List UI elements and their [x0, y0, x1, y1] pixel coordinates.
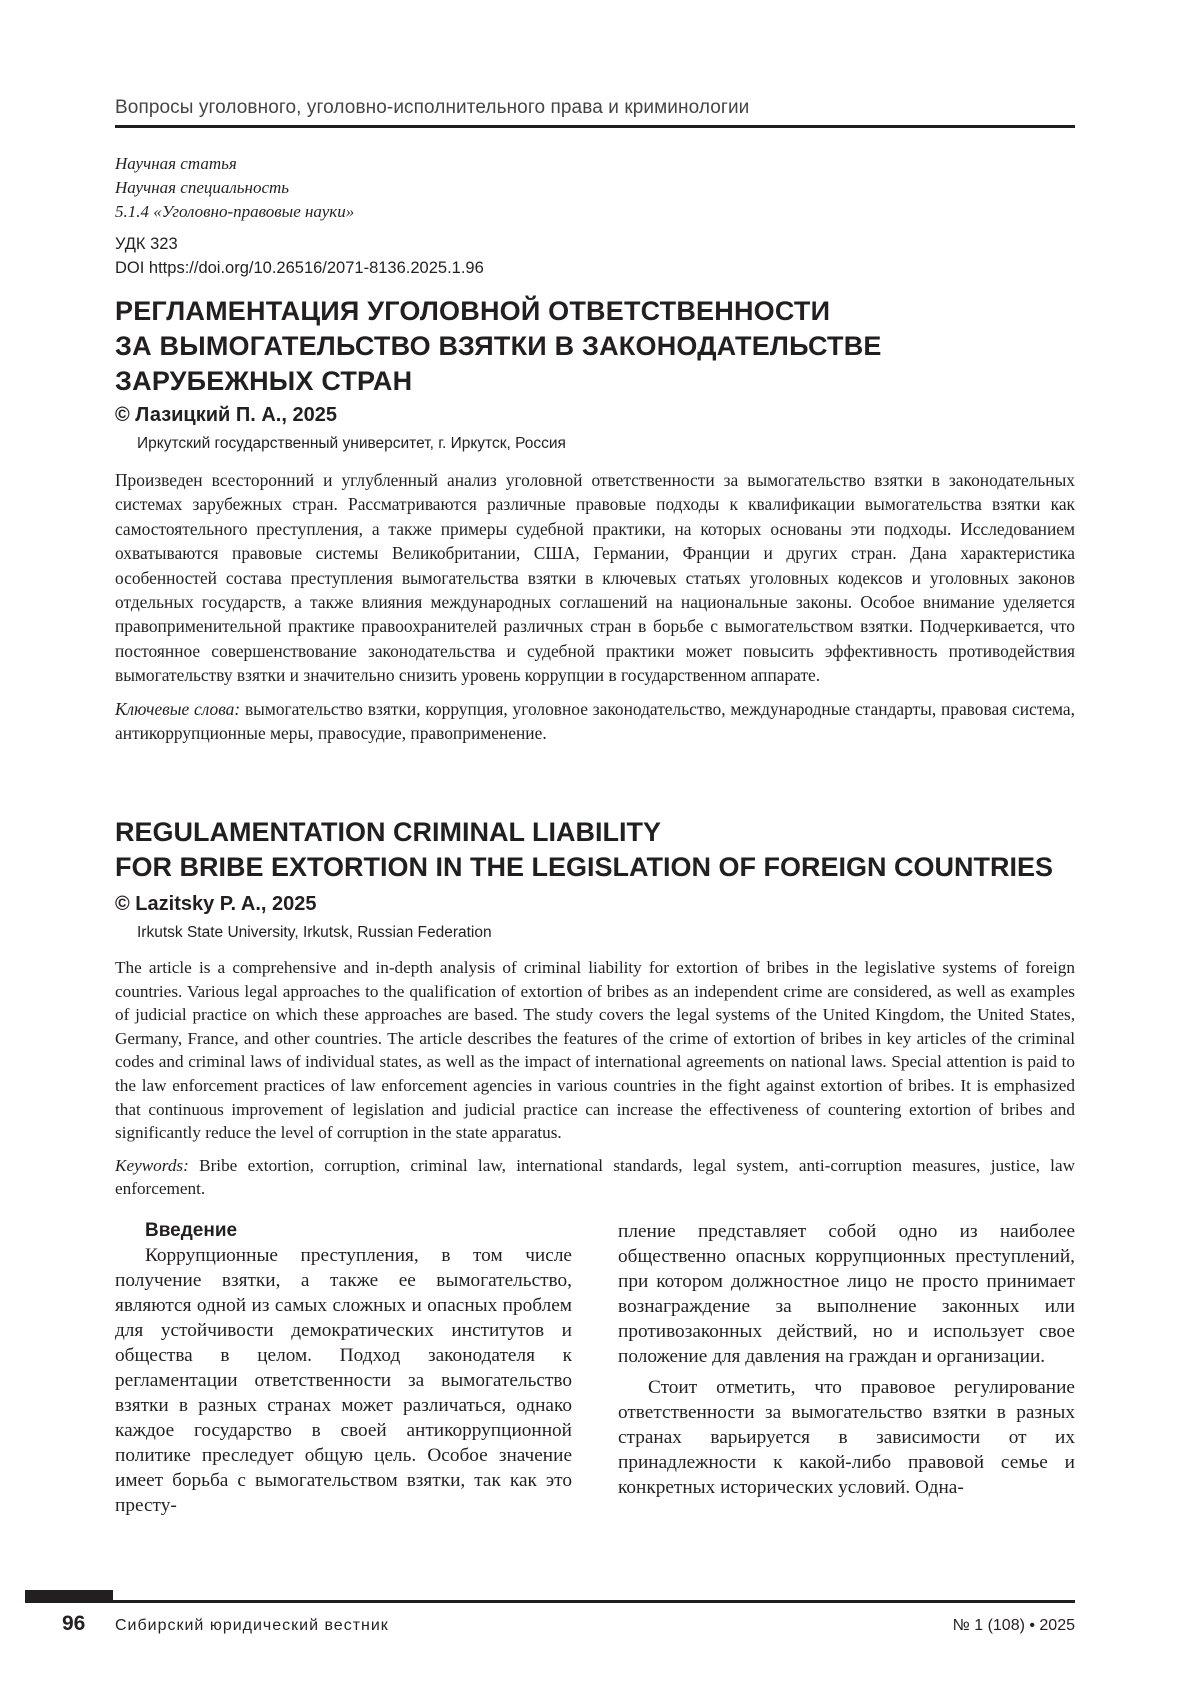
title-ru	[115, 294, 1075, 399]
keywords-ru-label: Ключевые слова:	[115, 698, 241, 719]
running-head: Вопросы уголовного, уголовно-исполнительного права и криминологии	[115, 97, 750, 118]
abstract-ru	[115, 468, 1075, 745]
specialty-label: Научная специальность	[115, 178, 290, 197]
title-en-line: FOR BRIBE EXTORTION IN THE LEGISLATION OF FOREIGN COUNTRIES	[115, 852, 1054, 882]
article-meta	[115, 152, 354, 224]
keywords-ru	[115, 697, 1075, 746]
keywords-en-label: Keywords:	[115, 1155, 189, 1175]
affiliation-en: Irkutsk State University, Irkutsk, Russian Federation	[137, 924, 492, 941]
keywords-en	[115, 1154, 1075, 1201]
author-en: © Lazitsky P. A., 2025	[115, 893, 317, 915]
abstract-en-text: The article is a comprehensive and in-depth analysis of criminal liability for extortion of bribes in the legislative systems of foreign countries. Various legal approaches to the qualification of extortion of bribes as an independent crime are considered, as well as examples of judicial practice on which these approaches are based. The study covers the legal systems of the United Kingdom, the United States, Germany, France, and other countries. The article describes the features of the crime of extortion of bribes in key articles of the criminal codes and criminal laws of individual states, as well as the impact of international agreements on national laws. Special attention is paid to the law enforcement practices of law enforcement agencies in various countries in the fight against extortion of bribes. It is emphasized that continuous improvement of legislation and judicial practice can increase the effectiveness of countering extortion of bribes and significantly reduce the level of corruption in the state apparatus.	[115, 958, 1075, 1143]
journal-name: Сибирский юридический вестник	[115, 1617, 389, 1634]
body-paragraph: Стоит отметить, что правовое регулирование ответственности за вымогательство взятки в разных странах варьируется в зависимости от их принадлежности к какой-либо правовой семье и конкретных исторических условий. Одна-	[618, 1377, 1075, 1498]
affiliation-ru: Иркутский государственный университет, г. Иркутск, Россия	[137, 435, 566, 452]
author-ru: © Лазицкий П. А., 2025	[115, 404, 337, 426]
keywords-ru-list: вымогательство взятки, коррупция, уголовное законодательство, международные стандарты, правовая система, антикоррупционные меры, правосудие, правоприменение.	[115, 698, 1075, 744]
header-rule	[115, 125, 1075, 128]
title-ru-line: ЗА ВЫМОГАТЕЛЬСТВО ВЗЯТКИ В ЗАКОНОДАТЕЛЬСТВЕ	[115, 331, 882, 361]
body-column-left	[115, 1218, 572, 1518]
keywords-en-list: Bribe extortion, corruption, criminal law, international standards, legal system, anti-corruption measures, justice, law enforcement.	[115, 1155, 1075, 1199]
issue-number: № 1 (108) • 2025	[952, 1617, 1075, 1634]
body-column-right	[618, 1219, 1075, 1500]
article-type: Научная статья	[115, 154, 237, 173]
abstract-en	[115, 956, 1075, 1201]
doi-link[interactable]: DOI https://doi.org/10.26516/2071-8136.2025.1.96	[115, 259, 484, 277]
page-number: 96	[62, 1612, 86, 1635]
identifiers	[115, 232, 484, 280]
body-paragraph-continued: пление представляет собой одно из наиболее общественно опасных коррупционных преступлений, при котором должностное лицо не просто принимает вознаграждение за выполнение законных или противозаконных действий, но и использует свое положение для давления на граждан и организации.	[618, 1221, 1075, 1367]
title-ru-line: ЗАРУБЕЖНЫХ СТРАН	[115, 366, 413, 396]
section-heading: Введение	[145, 1220, 238, 1241]
title-ru-line: РЕГЛАМЕНТАЦИЯ УГОЛОВНОЙ ОТВЕТСТВЕННОСТИ	[115, 296, 831, 326]
abstract-ru-text: Произведен всесторонний и углубленный анализ уголовной ответственности за вымогательство взятки в законодательных системах зарубежных стран. Рассматриваются различные правовые подходы к квалификации вымогательства взятки как самостоятельного преступления, а также примеры судебной практики, на которых основаны эти подходы. Исследованием охватываются правовые системы Великобритании, США, Германии, Франции и других стран. Дана характеристика особенностей состава преступления вымогательства взятки в ключевых статьях уголовных кодексов и уголовных законов отдельных государств, а также влияния международных соглашений на национальные законы. Особое внимание уделяется правоприменительной практике правоохранителей различных стран в борьбе с вымогательством взятки. Подчеркивается, что постоянное совершенствование законодательства и судебной практики может повысить эффективность противодействия вымогательству взятки и значительно снизить уровень коррупции в государственном аппарате.	[115, 470, 1075, 686]
specialty: 5.1.4 «Уголовно-правовые науки»	[115, 202, 355, 221]
title-en	[115, 815, 1075, 885]
body-paragraph: Коррупционные преступления, в том числе получение взятки, а также ее вымогательство, являются одной из самых сложных и опасных проблем для устойчивости демократических институтов и общества в целом. Подход законодателя к регламентации ответственности за вымогательство взятки в разных странах может различаться, однако каждое государство в своей антикоррупционной политике преследует общую цель. Особое значение имеет борьба с вымогательством взятки, так как это престу-	[115, 1245, 572, 1516]
udk-code: УДК 323	[115, 235, 178, 253]
footer-rule	[25, 1600, 1075, 1603]
title-en-line: REGULAMENTATION CRIMINAL LIABILITY	[115, 817, 661, 847]
